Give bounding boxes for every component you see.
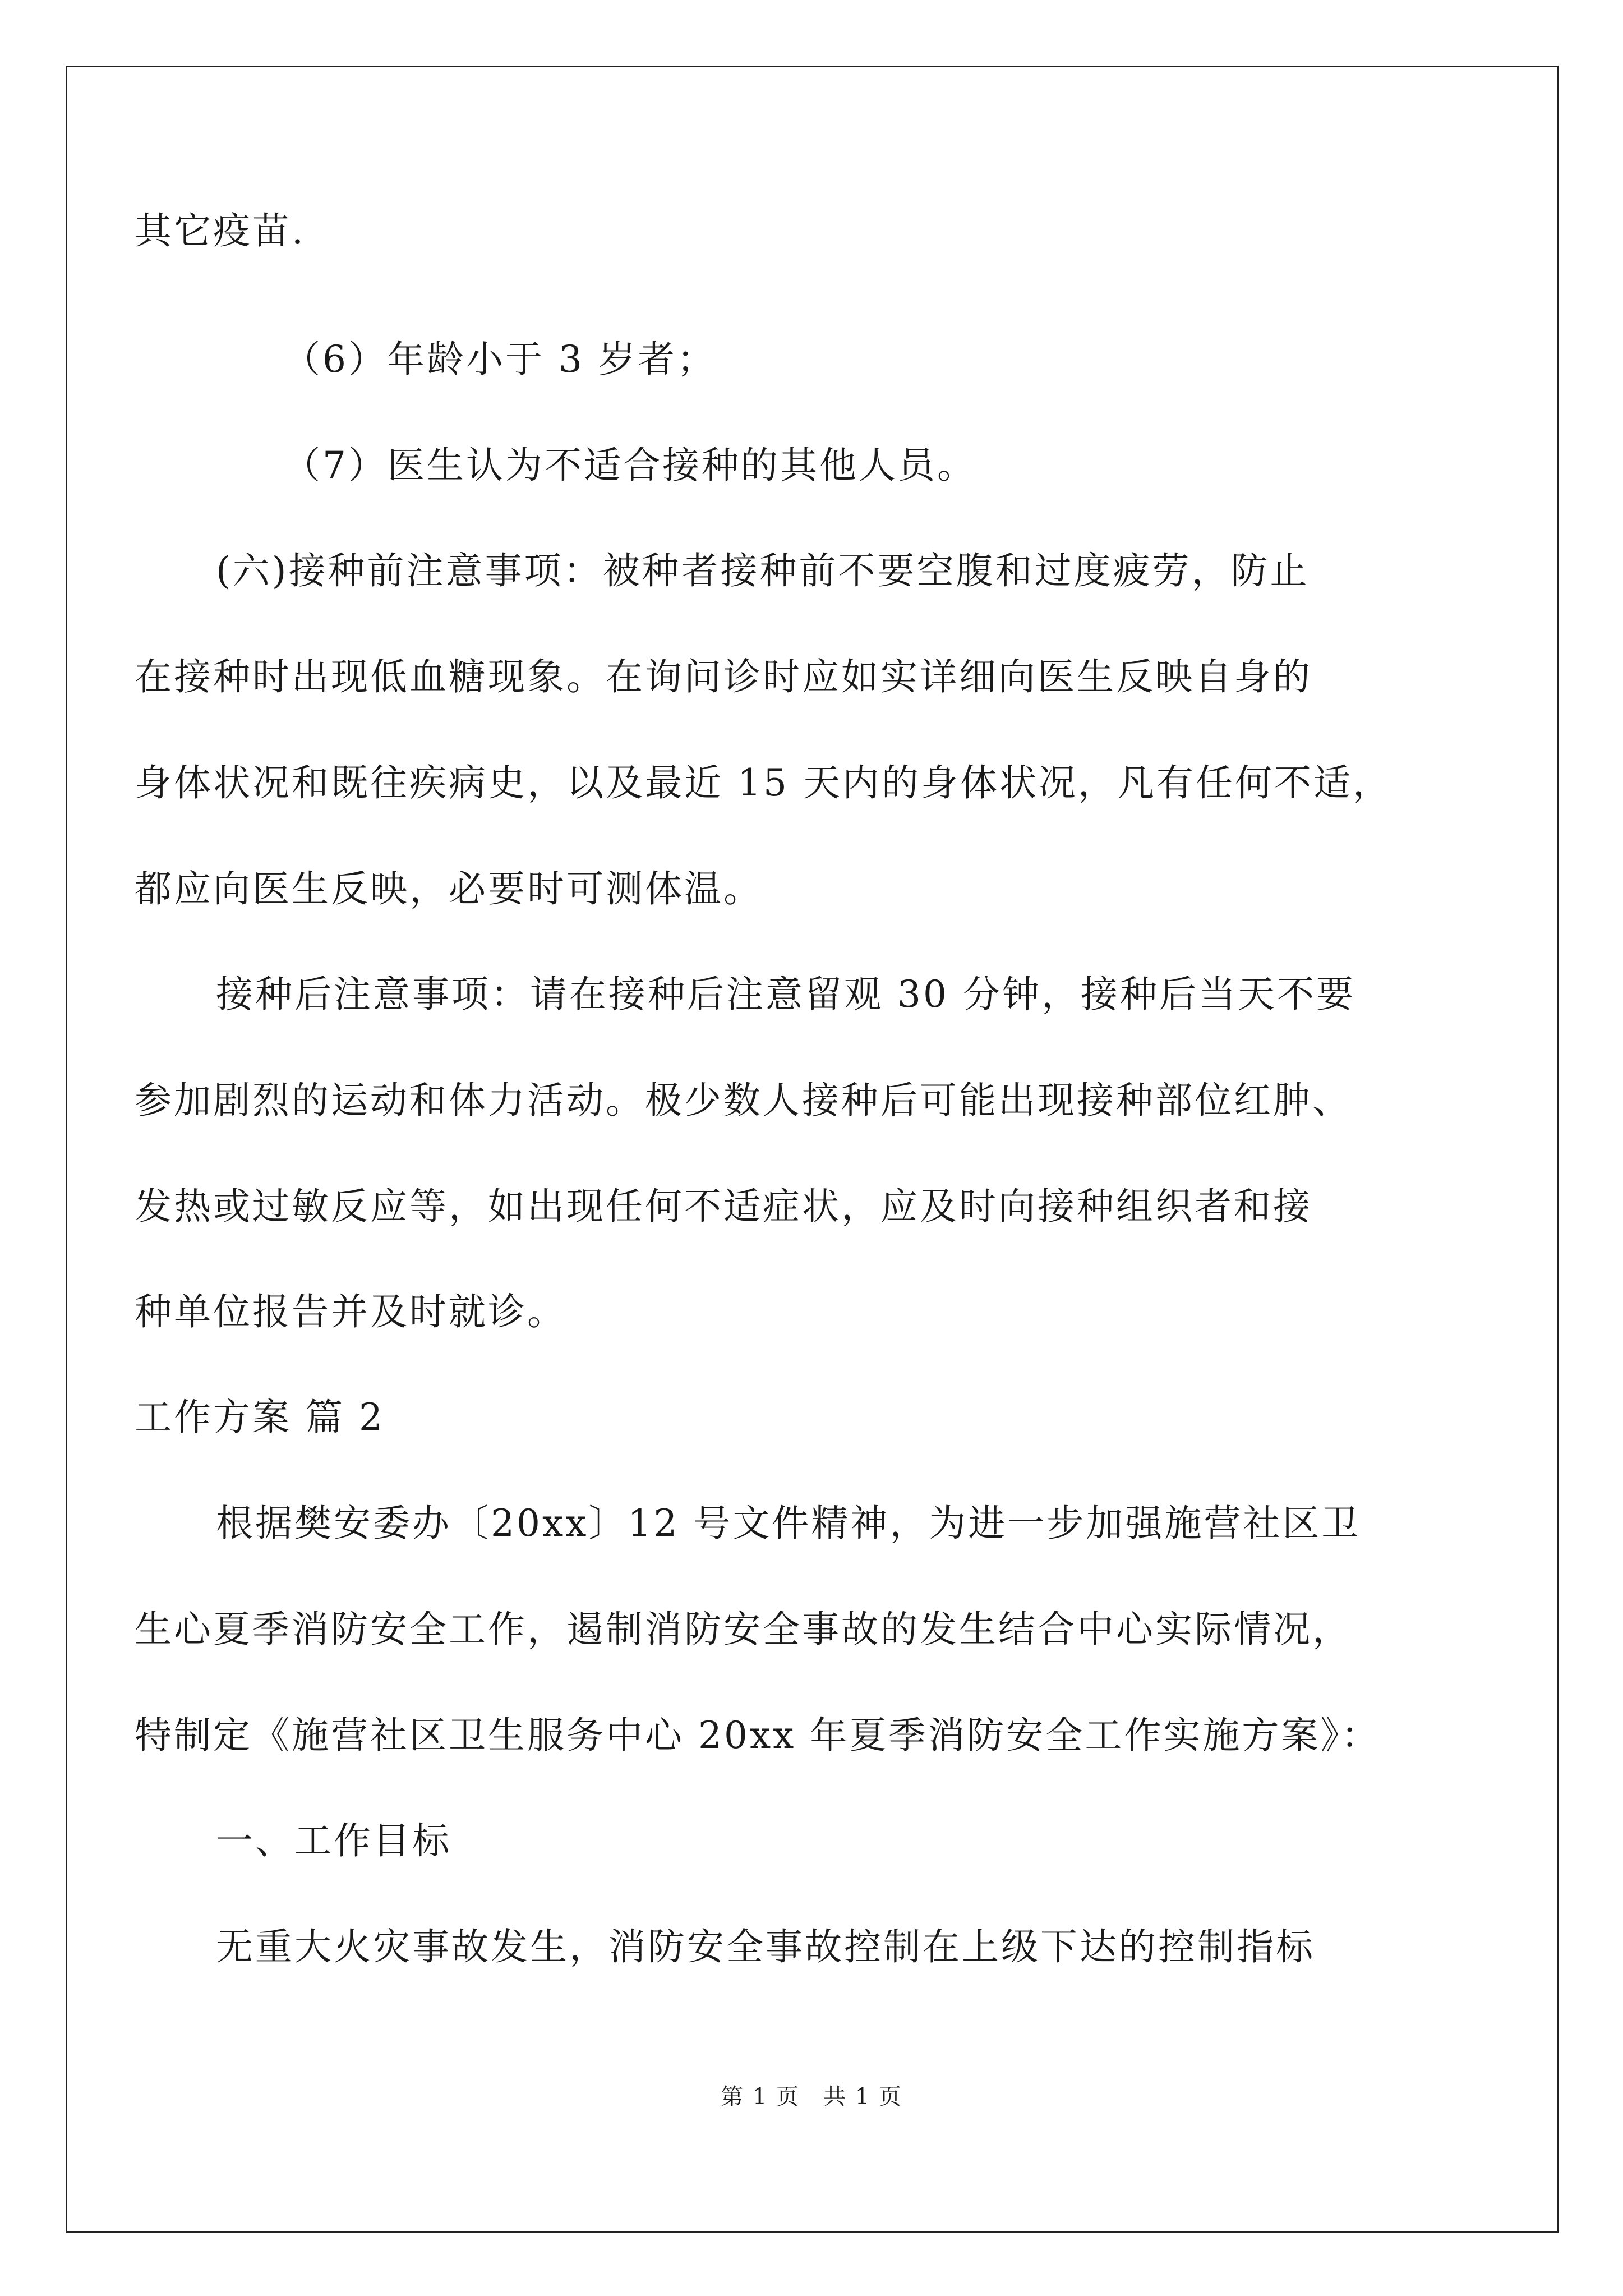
text-line: 参加剧烈的运动和体力活动。极少数人接种后可能出现接种部位红肿、	[135, 1079, 1352, 1122]
text-line: （6）年龄小于 3 岁者；	[283, 338, 716, 381]
text-line: 在接种时出现低血糖现象。在询问诊时应如实详细向医生反映自身的	[135, 655, 1312, 698]
text-line: 其它疫苗.	[135, 209, 306, 252]
text-line: 发热或过敏反应等，如出现任何不适症状，应及时向接种组织者和接	[135, 1185, 1312, 1228]
text-line: 都应向医生反映，必要时可测体温。	[135, 867, 763, 910]
text-line: 接种后注意事项：请在接种后注意留观 30 分钟，接种后当天不要	[216, 973, 1355, 1016]
text-line: (六)接种前注意事项：被种者接种前不要空腹和过度疲劳，防止	[216, 549, 1310, 592]
text-line: 身体状况和既往疾病史，以及最近 15 天内的身体状况，凡有任何不适，	[135, 761, 1392, 804]
subsection-heading: 一、工作目标	[216, 1819, 451, 1862]
text-line: 生心夏季消防安全工作，遏制消防安全事故的发生结合中心实际情况，	[135, 1608, 1352, 1651]
page-footer: 第 1 页 共 1 页	[721, 2084, 902, 2110]
text-line: 特制定《施营社区卫生服务中心 20xx 年夏季消防安全工作实施方案》：	[135, 1714, 1381, 1757]
page-frame	[66, 66, 1559, 2233]
section-heading: 工作方案 篇 2	[135, 1396, 385, 1439]
text-line: 种单位报告并及时就诊。	[135, 1290, 566, 1333]
text-line: （7）医生认为不适合接种的其他人员。	[283, 444, 976, 487]
text-line: 无重大火灾事故发生，消防安全事故控制在上级下达的控制指标	[216, 1925, 1315, 1968]
text-line: 根据樊安委办〔20xx〕12 号文件精神，为进一步加强施营社区卫	[216, 1502, 1361, 1545]
